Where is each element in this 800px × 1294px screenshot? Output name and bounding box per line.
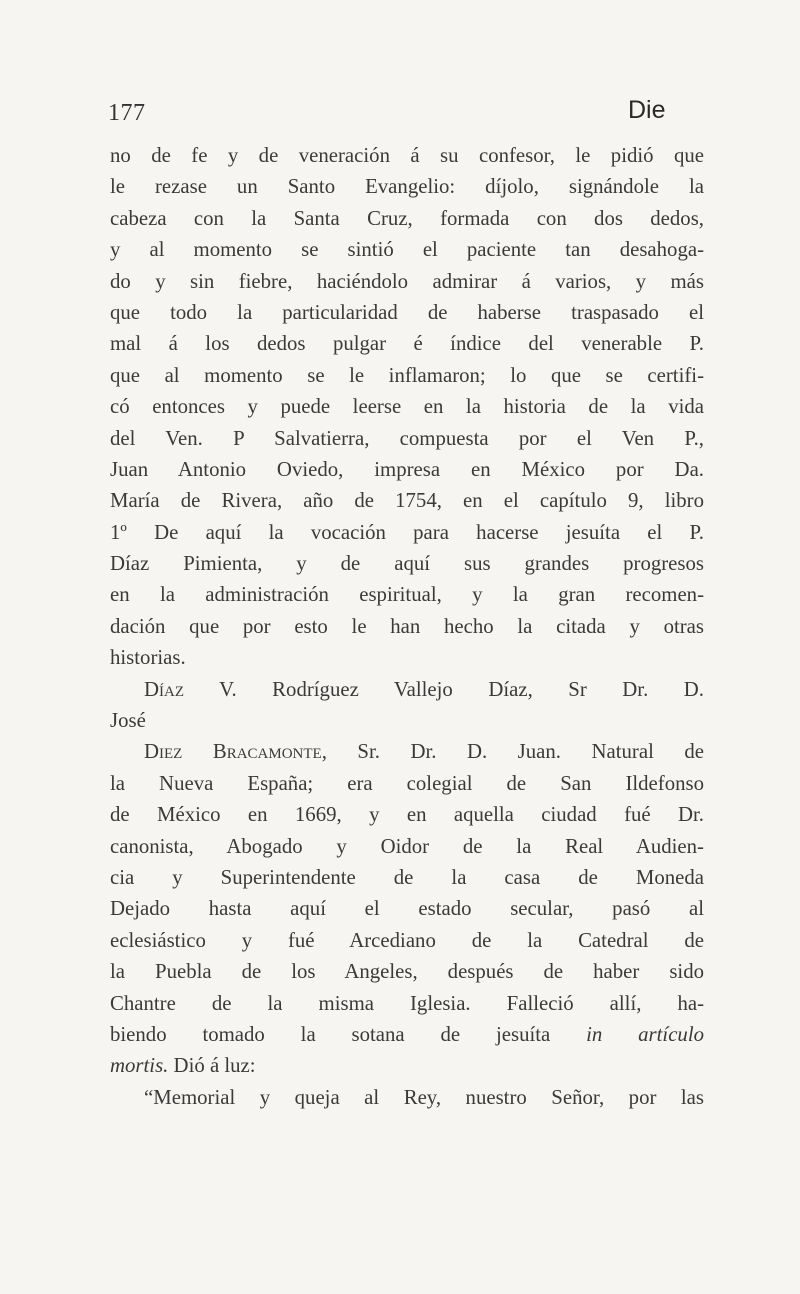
text-line: Juan Antonio Oviedo, impresa en México por Da. xyxy=(110,457,704,481)
page-number: 177 xyxy=(108,100,146,126)
text-line: có entonces y puede leerse en la historia de la vida xyxy=(110,395,704,419)
entry-text: V. Rodríguez Vallejo Díaz, Sr Dr. D. xyxy=(184,677,704,701)
body-text xyxy=(110,140,704,1113)
text-line: cabeza con la Santa Cruz, formada con dos dedos, xyxy=(110,206,704,230)
text-segment: Dió á luz: xyxy=(168,1054,256,1078)
text-line: no de fe y de veneración á su confesor, le pidió que xyxy=(110,144,704,167)
entry-diaz xyxy=(110,674,704,705)
text-line: María de Rivera, año de 1754, en el capítulo 9, libro xyxy=(110,489,704,513)
text-line: cia y Superintendente de la casa de Moneda xyxy=(110,865,704,889)
quoted-title-line: “Memorial y queja al Rey, nuestro Señor, por las xyxy=(144,1085,704,1109)
text-line: historias. xyxy=(110,646,186,670)
entry-name: Díaz xyxy=(144,677,185,701)
latin-phrase: mortis. xyxy=(110,1054,169,1078)
text-line: del Ven. P Salvatierra, compuesta por el Ven P., xyxy=(110,426,704,450)
text-line: eclesiástico y fué Arcediano de la Catedral de xyxy=(110,928,704,952)
text-segment: biendo tomado la sotana de jesuíta xyxy=(110,1022,551,1046)
latin-phrase: in artículo xyxy=(586,1022,704,1046)
text-line: la Nueva España; era colegial de San Ildefonso xyxy=(110,771,704,795)
text-line: canonista, Abogado y Oidor de la Real Audien- xyxy=(110,834,704,858)
text-line: mal á los dedos pulgar é índice del venerable P. xyxy=(110,332,704,356)
text-line: en la administración espiritual, y la gran recomen- xyxy=(110,583,704,607)
text-line xyxy=(110,1019,704,1050)
text-line: que al momento se le inflamaron; lo que se certifi- xyxy=(110,363,704,387)
text-line: Dejado hasta aquí el estado secular, pasó al xyxy=(110,897,704,921)
entry-text: Sr. Dr. D. Juan. Natural de xyxy=(326,740,704,764)
text-line: y al momento se sintió el paciente tan desahoga- xyxy=(110,238,704,262)
entry-diez xyxy=(110,736,704,767)
text-line: Chantre de la misma Iglesia. Falleció allí, ha- xyxy=(110,991,704,1015)
text-line: 1º De aquí la vocación para hacerse jesuíta el P. xyxy=(110,520,704,544)
entry-name: Diez Bracamonte, xyxy=(144,740,327,764)
text-line: José xyxy=(110,709,146,733)
text-line: Díaz Pimienta, y de aquí sus grandes progresos xyxy=(110,552,704,576)
text-line xyxy=(110,1050,704,1081)
running-head: Die xyxy=(628,96,666,124)
text-line: la Puebla de los Angeles, después de haber sido xyxy=(110,960,704,984)
text-line: le rezase un Santo Evangelio: díjolo, signándole la xyxy=(110,175,704,199)
text-line: de México en 1669, y en aquella ciudad fué Dr. xyxy=(110,803,704,827)
text-line: que todo la particularidad de haberse traspasado el xyxy=(110,300,704,324)
text-line: dación que por esto le han hecho la citada y otras xyxy=(110,614,704,638)
text-line: do y sin fiebre, haciéndolo admirar á varios, y más xyxy=(110,269,704,293)
